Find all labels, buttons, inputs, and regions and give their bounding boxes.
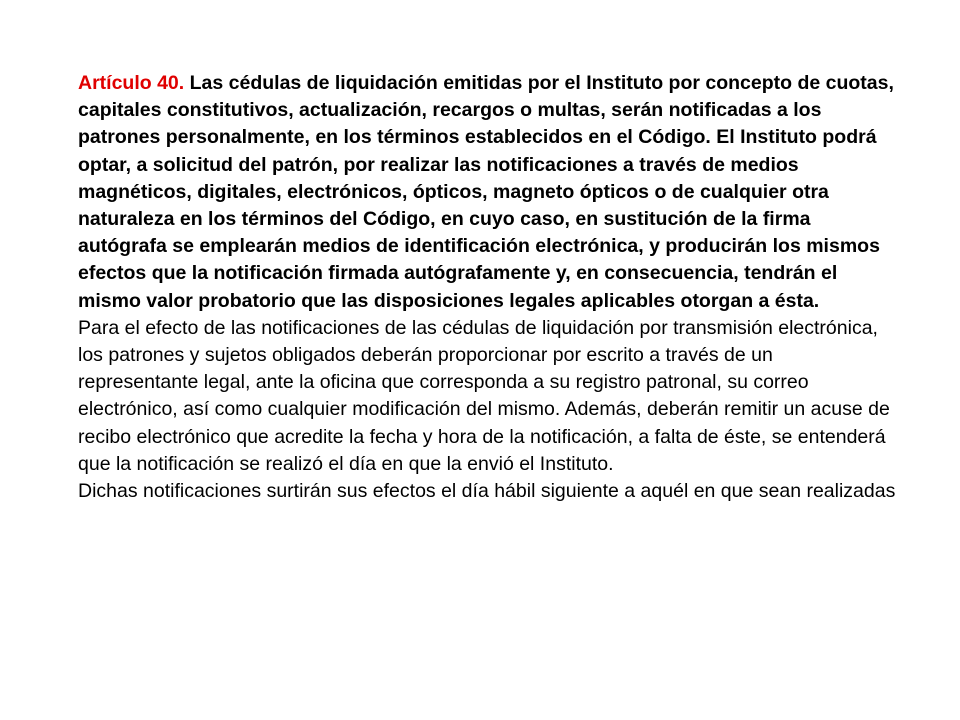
document-body	[78, 70, 898, 505]
paragraph-effects: Dichas notificaciones surtirán sus efectos el día hábil siguiente a aquél en que sean realizadas	[78, 480, 896, 503]
article-number: Artículo 40.	[78, 72, 185, 94]
paragraph-electronic-notification: Para el efecto de las notificaciones de las cédulas de liquidación por transmisión electrónica, los patrones y sujetos obligados deberán proporcionar por escrito a través de un representante legal, ante la oficina que corresponda a su registro patronal, su correo electrónico, así como cualquier modificación del mismo. Además, deberán remitir un acuse de recibo electrónico que acredite la fecha y hora de la notificación, a falta de éste, se entenderá que la notificación se realizó el día en que la envió el Instituto.	[78, 316, 890, 475]
article-paragraph	[78, 70, 898, 315]
article-text: Las cédulas de liquidación emitidas por el Instituto por concepto de cuotas, capitales constitutivos, actualización, recargos o multas, serán notificadas a los patrones personalmente, en los términos establecidos en el Código. El Instituto podrá optar, a solicitud del patrón, por realizar las notificaciones a través de medios magnéticos, digitales, electrónicos, ópticos, magneto ópticos o de cualquier otra naturaleza en los términos del Código, en cuyo caso, en sustitución de la firma autógrafa se emplearán medios de identificación electrónica, y producirán los mismos efectos que la notificación firmada autógrafamente y, en consecuencia, tendrán el mismo valor probatorio que las disposiciones legales aplicables otorgan a ésta.	[78, 72, 894, 312]
